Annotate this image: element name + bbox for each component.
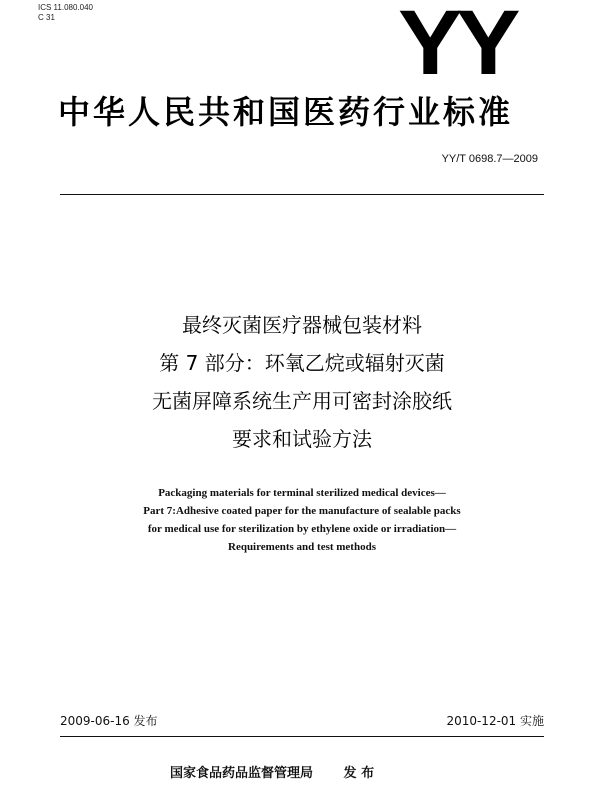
issue-date: 2009-06-16 发布 (60, 714, 158, 728)
ccs-code: C 31 (38, 13, 55, 22)
implementation-date: 2010-12-01 实施 (446, 714, 544, 728)
standard-category-title: 中华人民共和国医药行业标准 (58, 93, 514, 131)
bottom-divider (60, 736, 544, 737)
english-title-line: Packaging materials for terminal sterilized medical devices— (158, 487, 446, 499)
english-title-line: Requirements and test methods (228, 541, 376, 553)
chinese-title (60, 306, 544, 458)
chinese-title-line: 要求和试验方法 (232, 427, 372, 451)
chinese-title-line: 无菌屏障系统生产用可密封涂胶纸 (152, 389, 452, 413)
publisher-line (170, 766, 374, 782)
english-title-line: Part 7:Adhesive coated paper for the manufacture of sealable packs (143, 505, 461, 517)
publisher-name: 国家食品药品监督管理局 (170, 766, 314, 781)
top-divider (60, 194, 544, 195)
english-title (60, 484, 544, 556)
english-title-line: for medical use for sterilization by ethylene oxide or irradiation— (147, 523, 457, 535)
publisher-action: 发 布 (343, 766, 375, 781)
chinese-title-line: 第 7 部分：环氧乙烷或辐射灭菌 (159, 351, 445, 375)
chinese-title-line: 最终灭菌医疗器械包装材料 (182, 313, 422, 337)
yy-logo: YY (398, 0, 515, 94)
classification-codes (38, 3, 93, 23)
ics-code: ICS 11.080.040 (38, 3, 94, 12)
standard-number: YY/T 0698.7—2009 (441, 153, 538, 165)
